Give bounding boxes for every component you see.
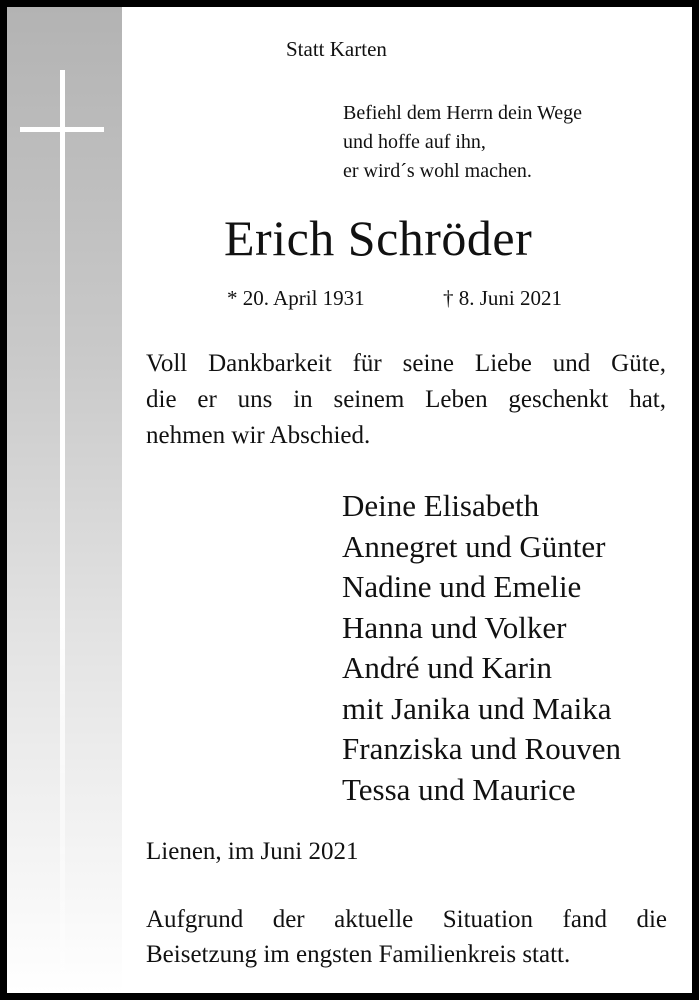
mourner-entry: Nadine und Emelie [342,569,582,604]
deceased-name: Erich Schröder [224,210,533,266]
mourner-entry: Deine Elisabeth [342,488,540,523]
gradient-sidebar [7,7,122,993]
verse-line: Befiehl dem Herrn dein Wege [343,102,583,124]
verse-line: er wird´s wohl machen. [343,160,532,182]
funeral-note [146,902,667,972]
death-date: † 8. Juni 2021 [443,286,563,310]
tribute-text [146,346,666,454]
funeral-note-line: Beisetzung im engsten Familienkreis statt. [146,941,571,968]
cross-vertical-bar [60,70,65,993]
birth-date: * 20. April 1931 [227,286,365,310]
mourners-list [342,486,621,810]
tribute-line: nehmen wir Abschied. [146,422,371,449]
place-date: Lienen, im Juni 2021 [146,838,359,865]
tribute-line: die er uns in seinem Leben geschenkt hat, [146,386,666,413]
mourner-entry: Hanna und Volker [342,609,567,645]
mourner-entry: Franziska und Rouven [342,731,621,766]
statt-karten-label: Statt Karten [286,37,387,61]
verse-line: und hoffe auf ihn, [343,131,486,153]
mourner-entry: Tessa und Maurice [342,771,576,807]
tribute-line: Voll Dankbarkeit für seine Liebe und Güte, [146,350,666,377]
mourner-entry: mit Janika und Maika [342,690,612,726]
mourner-entry: Annegret und Günter [342,528,606,564]
mourner-entry: André und Karin [342,650,553,685]
funeral-note-line: Aufgrund der aktuelle Situation fand die [146,906,667,933]
bible-verse [343,99,582,186]
cross-horizontal-bar [20,127,104,132]
